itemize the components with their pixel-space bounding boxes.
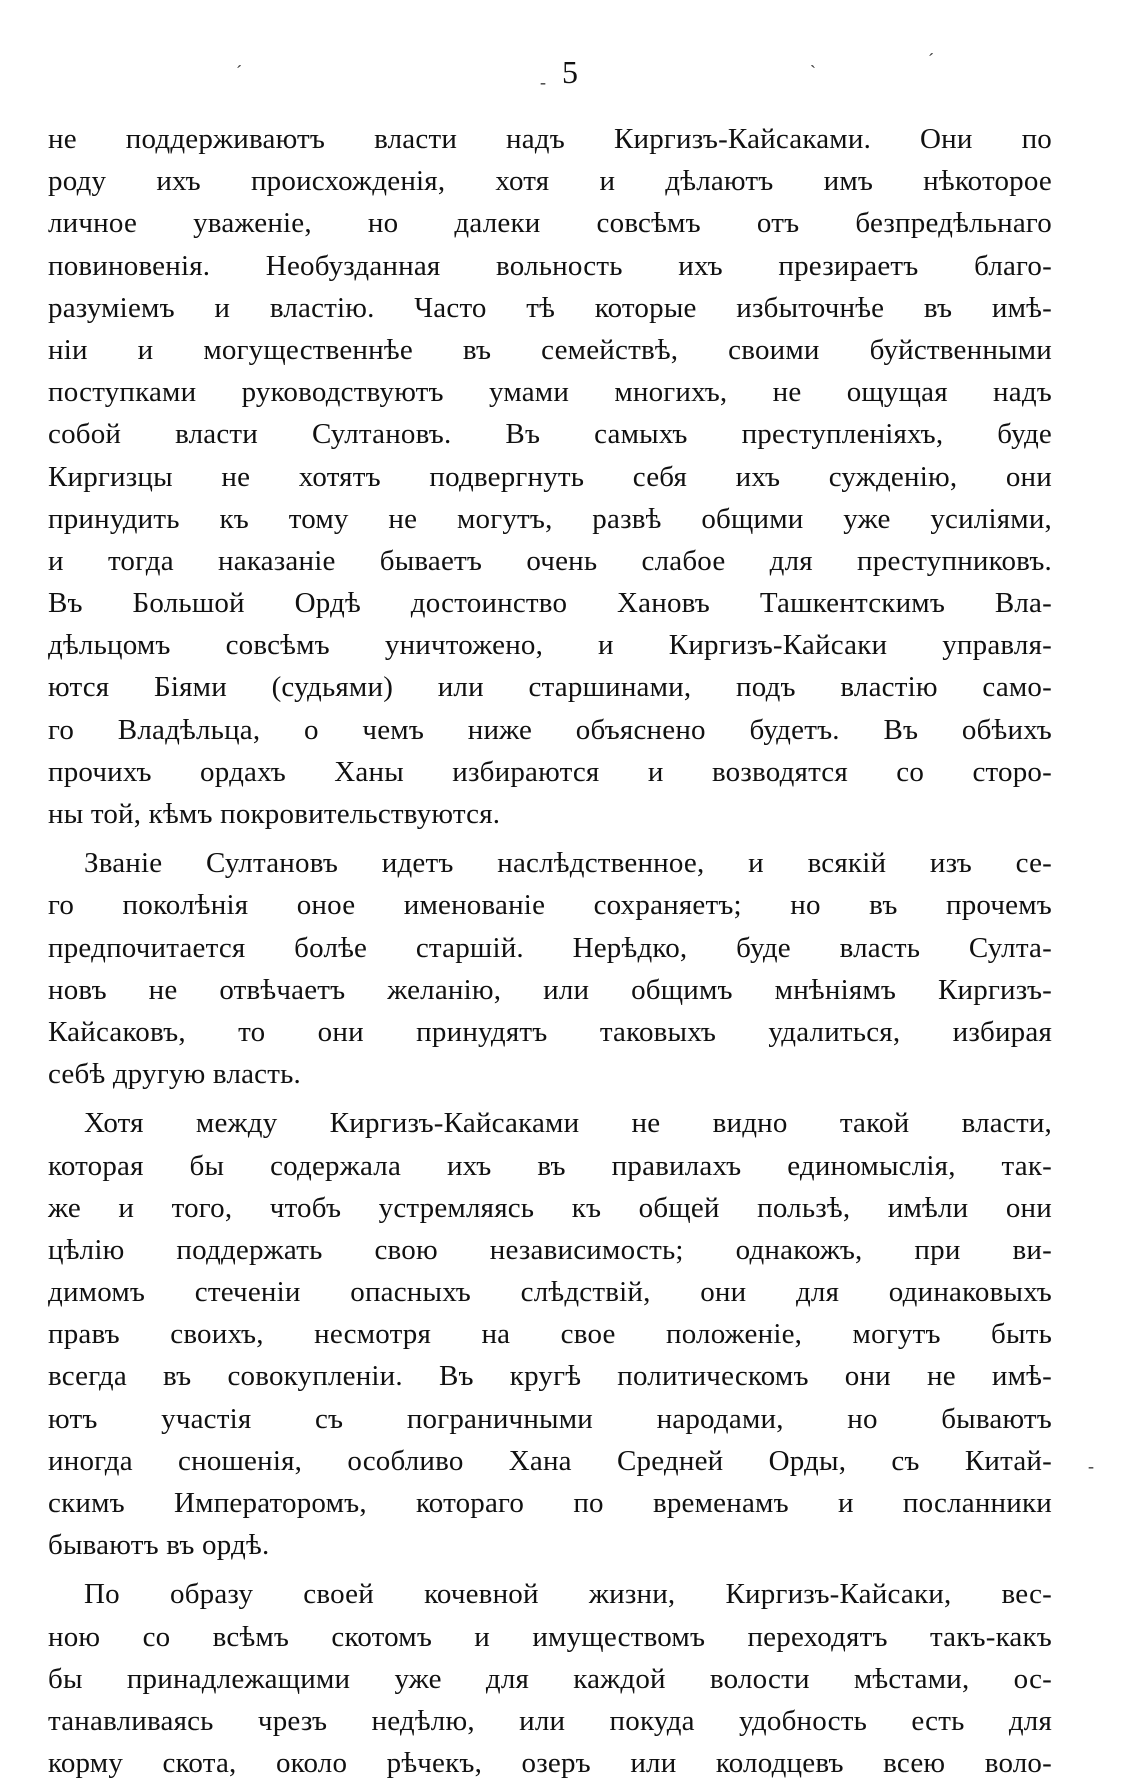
text-line: правъ своихъ, несмотря на свое положеніе, могутъ быть [48,1318,1052,1351]
ink-speck: ˊ [236,62,242,82]
text-line: бываютъ въ ордѣ. [48,1529,270,1562]
text-line: Кайсаковъ, то они принудятъ таковыхъ удалиться, избирая [48,1015,1052,1048]
text-line: повиновенія. Необузданная вольность ихъ презираетъ благо- [48,249,1052,282]
text-line: Хотя между Киргизъ-Кайсаками не видно такой власти, [84,1107,1052,1140]
text-line: цѣлію поддержать свою независимость; однакожъ, при ви- [48,1233,1052,1266]
text-line: димомъ стеченіи опасныхъ слѣдствій, они для одинаковыхъ [48,1276,1052,1309]
text-line: бы принадлежащими уже для каждой волости мѣстами, ос- [48,1662,1052,1695]
text-line: иногда сношенія, особливо Хана Средней Орды, съ Китай- [48,1444,1052,1477]
text-line: разуміемъ и властію. Часто тѣ которые избыточнѣе въ имѣ- [48,291,1052,324]
text-line: Въ Большой Ордѣ достоинство Хановъ Ташкентскимъ Вла- [48,587,1052,620]
paragraph [48,842,1052,1095]
text-line: не поддерживаютъ власти надъ Киргизъ-Кайсаками. Они по [48,123,1052,155]
text-line: го поколѣнія оное именованіе сохраняетъ; но въ прочемъ [48,889,1052,922]
text-line: ны той, кѣмъ покровительствуются. [48,798,501,830]
text-line: себѣ другую власть. [48,1058,302,1091]
text-line: По образу своей кочевной жизни, Киргизъ-Кайсаки, вес- [84,1578,1052,1611]
text-line: дѣльцомъ совсѣмъ уничтожено, и Киргизъ-Кайсаки управля- [48,629,1052,662]
text-line: роду ихъ происхожденія, хотя и дѣлаютъ имъ нѣкоторое [48,165,1052,198]
paragraph [48,118,1052,835]
text-line: прочихъ ордахъ Ханы избираются и возводятся со сторо- [48,755,1052,788]
ink-speck: ˊ [928,50,934,70]
text-line: же и того, чтобъ устремляясь къ общей пользѣ, имѣли они [48,1191,1052,1224]
page-number: 5 [562,54,578,90]
ink-speck: - [1088,1456,1094,1476]
body-text [48,118,1052,1782]
paragraph [48,1573,1052,1782]
text-line: ною со всѣмъ скотомъ и имуществомъ переходятъ такъ-какъ [48,1620,1052,1653]
text-line: принудить къ тому не могутъ, развѣ общими уже усиліями, [48,502,1052,535]
text-line: Киргизцы не хотятъ подвергнуть себя ихъ сужденію, они [48,460,1052,493]
text-line: поступками руководствуютъ умами многихъ, не ощущая надъ [48,376,1052,409]
text-line: всегда въ совокупленіи. Въ кругѣ политическомъ они не имѣ- [48,1360,1052,1393]
ink-speck: ˋ [810,62,816,82]
paragraph [48,1102,1052,1566]
text-line: ются Біями (судьями) или старшинами, подъ властію само- [48,671,1052,704]
text-line: го Владѣльца, о чемъ ниже объяснено будетъ. Въ обѣихъ [48,713,1052,746]
text-line: которая бы содержала ихъ въ правилахъ единомыслія, так- [48,1149,1052,1182]
text-line: Званіе Султановъ идетъ наслѣдственное, и всякій изъ се- [84,847,1052,880]
text-line: собой власти Султановъ. Въ самыхъ преступленіяхъ, буде [48,418,1052,451]
text-line: танавливаясь чрезъ недѣлю, или покуда удобность есть для [48,1704,1052,1737]
text-line: скимъ Императоромъ, котораго по временамъ и посланники [48,1487,1052,1519]
ink-speck: - [540,72,546,92]
text-line: и тогда наказаніе бываетъ очень слабое для преступниковъ. [48,544,1052,577]
text-line: предпочитается болѣе старшій. Нерѣдко, буде власть Султа- [48,931,1052,964]
text-line: ютъ участія съ пограничными народами, но бываютъ [48,1402,1052,1435]
text-line: корму скота, около рѣчекъ, озеръ или колодцевъ всею воло- [48,1747,1052,1780]
text-line: ніи и могущественнѣе въ семействѣ, своими буйственными [48,333,1052,366]
text-line: новъ не отвѣчаетъ желанію, или общимъ мнѣніямъ Киргизъ- [48,973,1052,1006]
text-line: личное уваженіе, но далеки совсѣмъ отъ безпредѣльнаго [48,207,1052,240]
